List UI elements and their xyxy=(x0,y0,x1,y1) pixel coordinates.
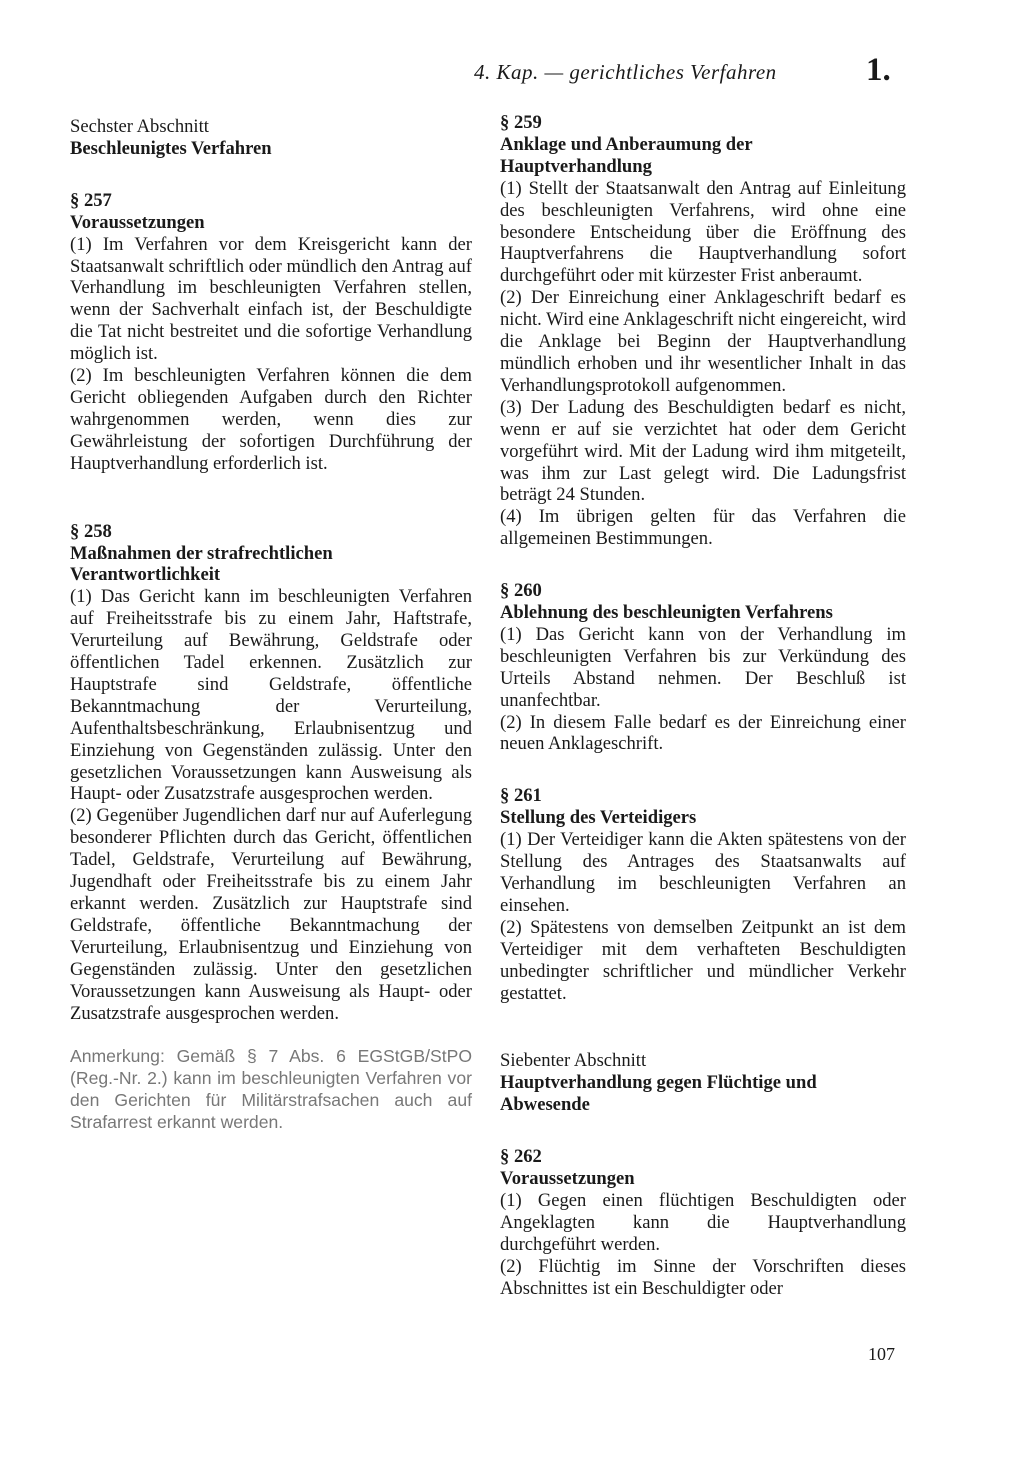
paragraph-text: (2) In diesem Falle bedarf es der Einreichung einer neuen Anklageschrift. xyxy=(500,711,906,755)
paragraph-text: (2) Spätestens von demselben Zeitpunkt an ist dem Verteidiger mit dem verhafteten Beschuldigten unbedingter schriftlicher und mündlicher Verkehr gestattet. xyxy=(500,916,906,1004)
paragraph-text: (2) Flüchtig im Sinne der Vorschriften dieses Abschnittes ist ein Beschuldigter oder xyxy=(500,1255,906,1299)
paragraph-number: § 258 xyxy=(70,520,112,542)
paragraph-title: Stellung des Verteidigers xyxy=(500,807,697,829)
section-label: Siebenter Abschnitt xyxy=(500,1050,647,1072)
paragraph-number: § 261 xyxy=(500,785,542,807)
paragraph-text: (3) Der Ladung des Beschuldigten bedarf es nicht, wenn er auf sie verzichtet hat oder dem Gericht vorgeführt wird. Mit der Ladung wird ihm mitgeteilt, was ihm zur Last gelegt wird. Die Ladungsfrist beträgt 24 Stunden. xyxy=(500,396,906,506)
paragraph-number: § 257 xyxy=(70,189,112,211)
paragraph-text: (2) Im beschleunigten Verfahren können die dem Gericht obliegenden Aufgaben durch den Richter wahrgenommen werden, wenn dies zur Gewährleistung der sofortigen Durchführung der Hauptverhandlung erforderlich ist. xyxy=(70,365,472,474)
paragraph-text: (1) Stellt der Staatsanwalt den Antrag auf Einleitung des beschleunigten Verfahrens, wird ohne eine besondere Entscheidung über die Eröffnung des Hauptverfahrens die Hauptverhandlung sofort durchgeführt oder mit kürzester Frist anberaumt. xyxy=(500,177,906,287)
section-title: Hauptverhandlung gegen Flüchtige und Abwesende xyxy=(500,1072,817,1116)
paragraph-text: (1) Das Gericht kann von der Verhandlung im beschleunigten Verfahren bis zur Verkündung des Urteils Abstand nehmen. Der Beschluß ist unanfechtbar. xyxy=(500,623,906,711)
paragraph-title: Voraussetzungen xyxy=(500,1168,635,1190)
chapter-number: 1. xyxy=(866,52,891,88)
paragraph-title: Ablehnung des beschleunigten Verfahrens xyxy=(500,602,833,624)
paragraph-text: (2) Gegenüber Jugendlichen darf nur auf Auferlegung besonderer Pflichten durch das Gericht, öffentlichen Tadel, Geldstrafe, Verurteilung auf Bewährung, Jugendhaft oder Freiheitsstrafe bis zu einem Jahr erkannt werden. Zusätzlich zur Hauptstrafe sind Geldstrafe, öffentliche Bekanntmachung der Verurteilung, Erlaubnisentzug und Einziehung von Gegenständen zulässig. Unter den gesetzlichen Voraussetzungen kann Ausweisung als Haupt- oder Zusatzstrafe ausgesprochen werden. xyxy=(70,805,472,1024)
section-label: Sechster Abschnitt xyxy=(70,116,209,137)
paragraph-text: (4) Im übrigen gelten für das Verfahren die allgemeinen Bestimmungen. xyxy=(500,506,906,550)
section-title: Beschleunigtes Verfahren xyxy=(70,137,272,159)
paragraph-text: (1) Der Verteidiger kann die Akten spätestens von der Stellung des Antrages des Staatsanwalts auf Verhandlung im beschleunigten Verfahren an einsehen. xyxy=(500,829,906,916)
right-column xyxy=(500,112,906,1300)
paragraph-text: (1) Im Verfahren vor dem Kreisgericht kann der Staatsanwalt schriftlich oder mündlich den Antrag auf Verhandlung im beschleunigten Verfahren stellen, wenn der Sachverhalt einfach ist, der Beschuldigte die Tat nicht bestreitet und die sofortige Verhandlung möglich ist. xyxy=(70,233,472,365)
paragraph-title: Voraussetzungen xyxy=(70,211,205,233)
paragraph-text: (2) Der Einreichung einer Anklageschrift bedarf es nicht. Wird eine Anklageschrift nicht eingereicht, wird die Anklage bei Beginn der Hauptverhandlung mündlich erhoben und ihr wesentlicher Inhalt in das Verhandlungsprotokoll aufgenommen. xyxy=(500,287,906,396)
running-header: 4. Kap. — gerichtliches Verfahren xyxy=(474,60,777,84)
left-column xyxy=(70,116,472,1134)
paragraph-number: § 259 xyxy=(500,112,542,133)
paragraph-title: Anklage und Anberaumung der Hauptverhandlung xyxy=(500,133,753,177)
paragraph-number: § 262 xyxy=(500,1146,542,1168)
annotation-note: Anmerkung: Gemäß § 7 Abs. 6 EGStGB/StPO (Reg.-Nr. 2.) kann im beschleunigten Verfahren vor den Gerichten für Militärstrafsachen auch auf Strafarrest erkannt werden. xyxy=(70,1046,472,1133)
paragraph-number: § 260 xyxy=(500,580,542,602)
page-number: 107 xyxy=(868,1344,895,1364)
paragraph-title: Maßnahmen der strafrechtlichen Verantwortlichkeit xyxy=(70,542,333,586)
paragraph-text: (1) Gegen einen flüchtigen Beschuldigten oder Angeklagten kann die Hauptverhandlung durchgeführt werden. xyxy=(500,1189,906,1255)
paragraph-text: (1) Das Gericht kann im beschleunigten Verfahren auf Freiheitsstrafe bis zu einem Jahr, Haftstrafe, Verurteilung auf Bewährung, Geldstrafe oder öffentlichen Tadel erkennen. Zusätzlich zur Hauptstrafe sind Geldstrafe, öffentliche Bekanntmachung der Verurteilung, Aufenthaltsbeschränkung, Erlaubnisentzug und Einziehung von Gegenständen zulässig. Unter den gesetzlichen Voraussetzungen kann Ausweisung als Haupt- oder Zusatzstrafe ausgesprochen werden. xyxy=(70,586,472,805)
